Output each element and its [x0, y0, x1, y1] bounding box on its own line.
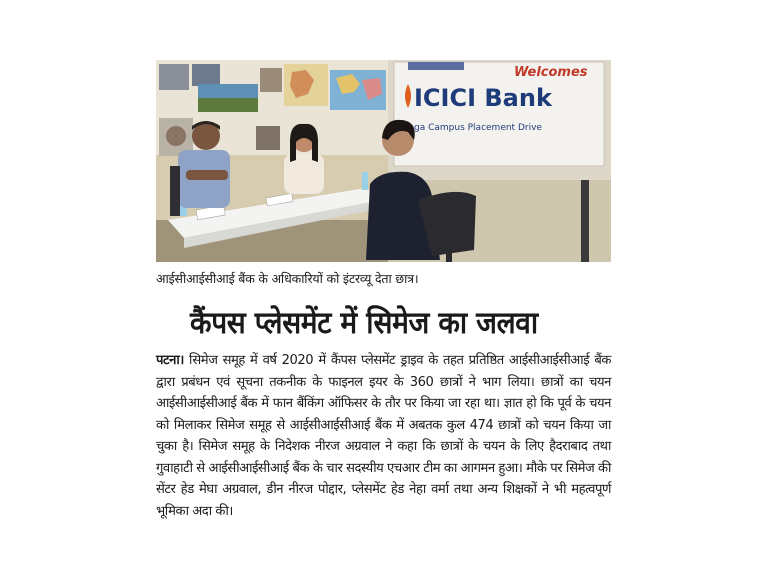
- newspaper-clipping: [156, 0, 611, 580]
- headline: कैंपस प्लेसमेंट में सिमेज का जलवा: [190, 306, 538, 341]
- water-bottle: [362, 172, 368, 190]
- banner-event-text: ga Campus Placement Drive: [414, 123, 542, 133]
- banner-brand-text: ICICI Bank: [414, 84, 552, 112]
- photo-illustration: [156, 60, 611, 262]
- banner-welcome-text: Welcomes: [514, 65, 588, 80]
- article-body: [156, 350, 611, 522]
- interview-photo: [156, 60, 611, 262]
- photo-caption: आईसीआईसीआई बैंक के अधिकारियों को इंटरव्यू देता छात्र।: [156, 271, 419, 286]
- dateline: पटना।: [156, 353, 184, 368]
- article-text: सिमेज समूह में वर्ष 2020 में कैंपस प्लेसमेंट ड्राइव के तहत प्रतिष्ठित आईसीआईसीआई बैंक द्वारा प्रबंधन एवं सूचना तकनीक के फाइनल इयर के 360 छात्रों ने भाग लिया। छात्रों का चयन आईसीआईसीआई बैंक में फान बैंकिंग ऑफिसर के तौर पर किया जा रहा था। ज्ञात हो कि पूर्व के चयन को मिलाकर सिमेज समूह से आईसीआईसीआई बैंक में अबतक कुल 474 छात्रों को चयन किया जा चुका है। सिमेज समूह के निदेशक नीरज अग्रवाल ने कहा कि छात्रों के चयन के लिए हैदराबाद तथा गुवाहाटी से आईसीआईसीआई बैंक के चार सदस्यीय एचआर टीम का आगमन हुआ। मौके पर सिमेज की सेंटर हेड मेघा अग्रवाल, डीन नीरज पोद्दार, प्लेसमेंट हेड नेहा वर्मा तथा अन्य शिक्षकों ने भी महत्वपूर्ण भूमिका अदा की।: [156, 353, 611, 519]
